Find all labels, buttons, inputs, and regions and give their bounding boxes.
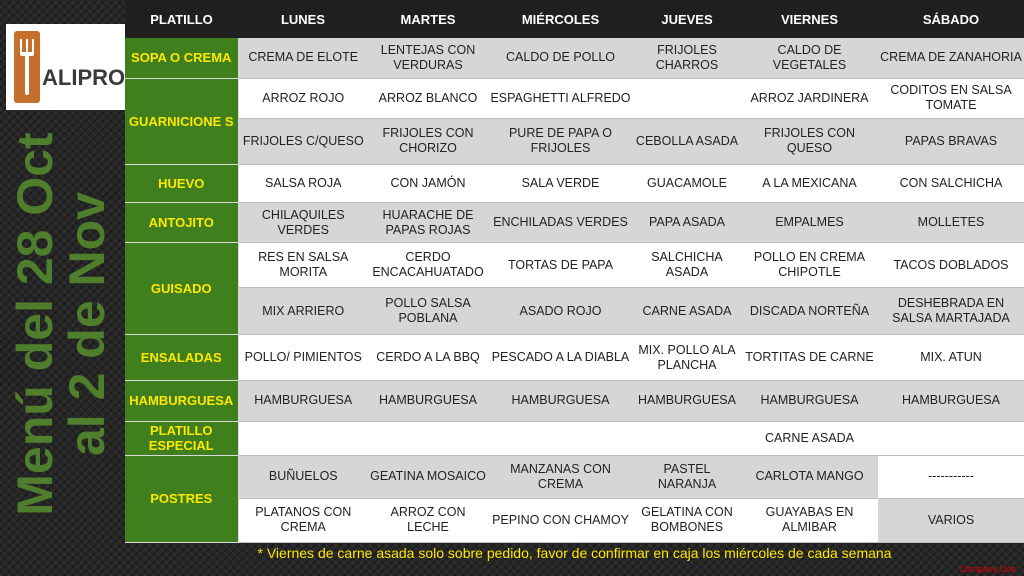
menu-cell: ARROZ BLANCO [368,78,488,118]
menu-cell: FRIJOLES CON CHORIZO [368,118,488,164]
table-row [125,38,1024,78]
menu-cell: PURE DE PAPA O FRIJOLES [488,118,633,164]
menu-cell: ARROZ ROJO [238,78,368,118]
menu-cell: CERDO A LA BBQ [368,335,488,381]
table-row [125,202,1024,242]
menu-cell: ----------- [878,455,1024,498]
menu-cell: ESPAGHETTI ALFREDO [488,78,633,118]
menu-cell: HAMBURGUESA [633,381,741,421]
menu-cell: CON JAMÓN [368,164,488,202]
menu-cell: ENCHILADAS VERDES [488,202,633,242]
side-title [2,108,120,540]
fork-icon [14,31,40,103]
menu-cell: PASTEL NARANJA [633,455,741,498]
menu-cell: FRIJOLES C/QUESO [238,118,368,164]
menu-cell: CODITOS EN SALSA TOMATE [878,78,1024,118]
menu-cell: BUÑUELOS [238,455,368,498]
menu-cell: MANZANAS CON CREMA [488,455,633,498]
header-martes: MARTES [368,0,488,38]
menu-cell [488,421,633,455]
menu-cell: VARIOS [878,498,1024,542]
category-guarniciones: GUARNICIONE S [125,78,238,164]
menu-cell: CALDO DE POLLO [488,38,633,78]
category-postres: POSTRES [125,455,238,542]
menu-cell: POLLO EN CREMA CHIPOTLE [741,243,878,288]
menu-cell: CHILAQUILES VERDES [238,202,368,242]
menu-cell: DISCADA NORTEÑA [741,288,878,335]
menu-cell: PEPINO CON CHAMOY [488,498,633,542]
table-row [125,498,1024,542]
menu-cell: CARNE ASADA [741,421,878,455]
menu-cell: POLLO SALSA POBLANA [368,288,488,335]
table-row [125,288,1024,335]
menu-cell: A LA MEXICANA [741,164,878,202]
menu-cell [633,421,741,455]
menu-cell [368,421,488,455]
menu-cell: MIX ARRIERO [238,288,368,335]
logo-brand: ALIPRO [42,65,126,90]
menu-cell: SALCHICHA ASADA [633,243,741,288]
menu-cell: EMPALMES [741,202,878,242]
menu-cell: HAMBURGUESA [488,381,633,421]
menu-cell [633,78,741,118]
category-guisado: GUISADO [125,243,238,335]
menu-cell: LENTEJAS CON VERDURAS [368,38,488,78]
menu-cell: GUACAMOLE [633,164,741,202]
category-antojito: ANTOJITO [125,202,238,242]
menu-cell: PAPA ASADA [633,202,741,242]
menu-cell: TORTAS DE PAPA [488,243,633,288]
menu-cell: GUAYABAS EN ALMIBAR [741,498,878,542]
menu-cell [238,421,368,455]
menu-cell: SALSA ROJA [238,164,368,202]
menu-cell: HAMBURGUESA [741,381,878,421]
header-viernes: VIERNES [741,0,878,38]
side-title-line2: al 2 de Nov [59,192,115,456]
side-title-line1: Menú del 28 Oct [7,132,63,516]
menu-cell: GELATINA CON BOMBONES [633,498,741,542]
footer-note: * Viernes de carne asada solo sobre pedido, favor de confirmar en caja los miércoles de cada semana [257,545,892,561]
header-miercoles: MIÉRCOLES [488,0,633,38]
table-row [125,164,1024,202]
table-row [125,118,1024,164]
menu-cell: MOLLETES [878,202,1024,242]
menu-cell [878,421,1024,455]
table-row [125,455,1024,498]
menu-cell: CERDO ENCACAHUATADO [368,243,488,288]
menu-cell: ARROZ JARDINERA [741,78,878,118]
menu-cell: CREMA DE ZANAHORIA [878,38,1024,78]
category-sopa: SOPA O CREMA [125,38,238,78]
table-row [125,335,1024,381]
menu-cell: CARLOTA MANGO [741,455,878,498]
menu-cell: TORTITAS DE CARNE [741,335,878,381]
menu-cell: CEBOLLA ASADA [633,118,741,164]
menu-cell: HAMBURGUESA [368,381,488,421]
menu-cell: SALA VERDE [488,164,633,202]
category-ensaladas: ENSALADAS [125,335,238,381]
menu-cell: DESHEBRADA EN SALSA MARTAJADA [878,288,1024,335]
menu-cell: RES EN SALSA MORITA [238,243,368,288]
menu-cell: HAMBURGUESA [238,381,368,421]
company-use-label: Company Use [958,564,1016,574]
menu-cell: CALDO DE VEGETALES [741,38,878,78]
menu-cell: TACOS DOBLADOS [878,243,1024,288]
menu-table [125,0,1024,543]
menu-cell: CREMA DE ELOTE [238,38,368,78]
table-row [125,421,1024,455]
menu-cell: GEATINA MOSAICO [368,455,488,498]
menu-cell: FRIJOLES CON QUESO [741,118,878,164]
menu-cell: HUARACHE DE PAPAS ROJAS [368,202,488,242]
table-row [125,381,1024,421]
menu-cell: CON SALCHICHA [878,164,1024,202]
table-row [125,243,1024,288]
header-lunes: LUNES [238,0,368,38]
menu-cell: POLLO/ PIMIENTOS [238,335,368,381]
alipro-logo [6,24,126,110]
menu-cell: PLATANOS CON CREMA [238,498,368,542]
menu-cell: MIX. POLLO ALA PLANCHA [633,335,741,381]
category-hamburguesa: HAMBURGUESA [125,381,238,421]
menu-cell: ASADO ROJO [488,288,633,335]
header-platillo: PLATILLO [125,0,238,38]
menu-cell: PAPAS BRAVAS [878,118,1024,164]
category-huevo: HUEVO [125,164,238,202]
menu-cell: ARROZ CON LECHE [368,498,488,542]
menu-cell: CARNE ASADA [633,288,741,335]
menu-cell: MIX. ATUN [878,335,1024,381]
header-jueves: JUEVES [633,0,741,38]
menu-cell: FRIJOLES CHARROS [633,38,741,78]
table-row [125,78,1024,118]
header-sabado: SÁBADO [878,0,1024,38]
header-row [125,0,1024,38]
menu-cell: HAMBURGUESA [878,381,1024,421]
category-platillo-especial: PLATILLO ESPECIAL [125,421,238,455]
menu-cell: PESCADO A LA DIABLA [488,335,633,381]
